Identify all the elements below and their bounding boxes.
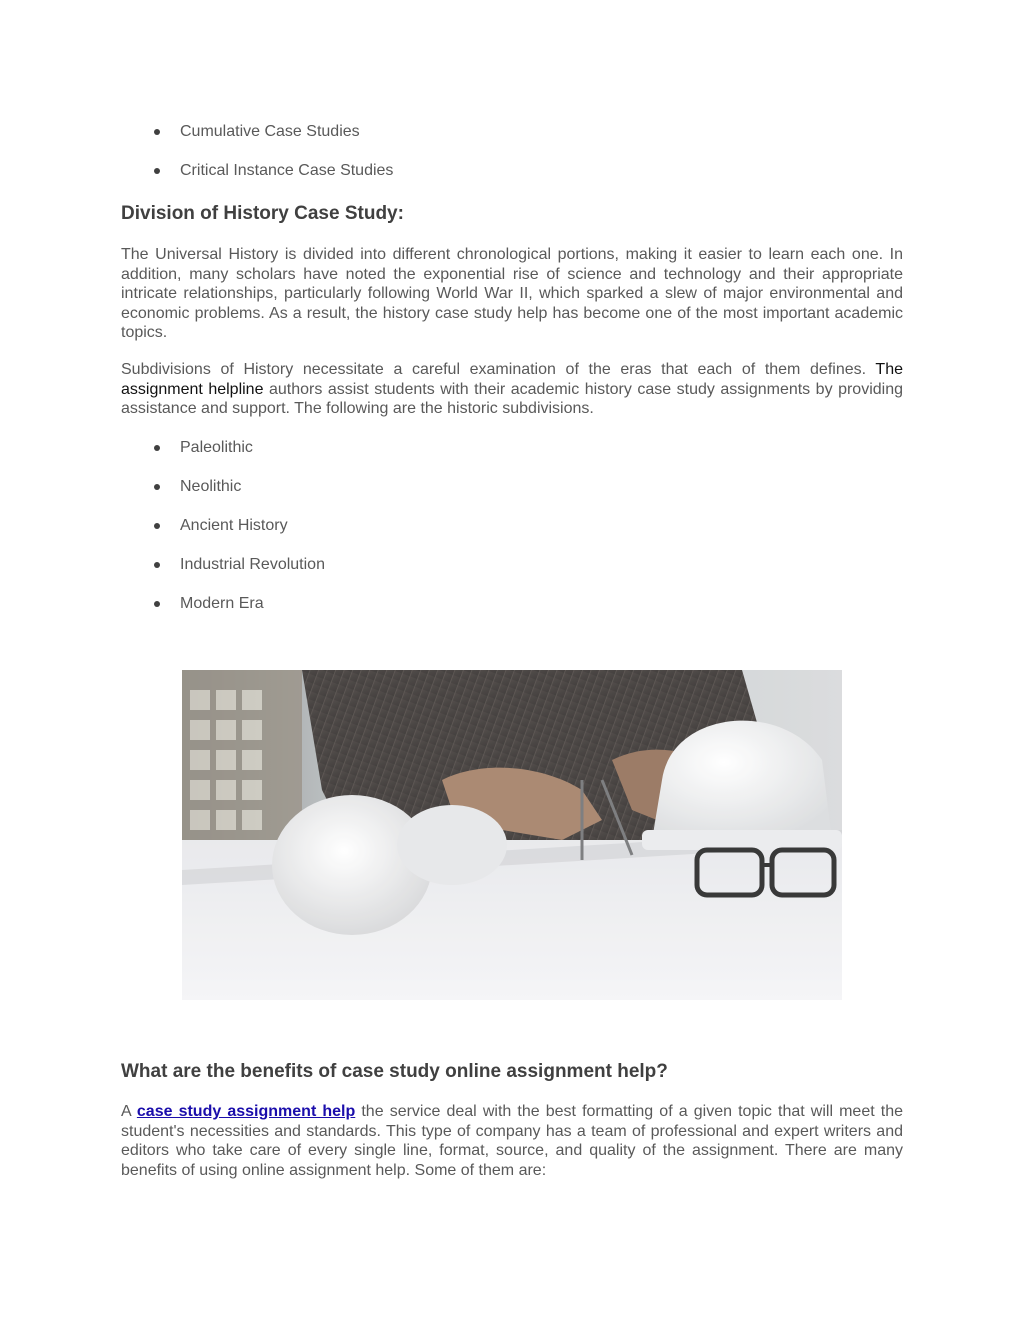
list-item: Neolithic bbox=[121, 477, 903, 516]
paragraph-universal-history: The Universal History is divided into different chronological portions, making it easier to learn each one. In addition, many scholars have noted the exponential rise of science and technology and their appropriate intricate relationships, particularly following World War II, which sparked a slew of major environmental and economic problems. As a result, the history case study help has become one of the most important academic topics. bbox=[121, 246, 903, 341]
bullet-icon bbox=[154, 484, 160, 490]
list-item: Paleolithic bbox=[121, 438, 903, 477]
case-study-types-list bbox=[121, 122, 903, 200]
bullet-icon bbox=[154, 168, 160, 174]
list-item: Industrial Revolution bbox=[121, 555, 903, 594]
list-item: Ancient History bbox=[121, 516, 903, 555]
case-study-assignment-help-link[interactable]: case study assignment help bbox=[136, 1103, 356, 1120]
bullet-icon bbox=[154, 562, 160, 568]
paragraph-benefits: A case study assignment help the service deal with the best formatting of a given topic that will meet the student's necessities and standards. This type of company has a team of professional and expert writers and editors who take care of every single line, format, source, and quality of the assignment. There are many benefits of using online assignment help. Some of them are: bbox=[121, 1103, 904, 1179]
list-item: Critical Instance Case Studies bbox=[121, 161, 903, 200]
list-item: Cumulative Case Studies bbox=[121, 122, 903, 161]
bullet-icon bbox=[154, 445, 160, 451]
bullet-icon bbox=[154, 601, 160, 607]
section-heading-benefits: What are the benefits of case study online assignment help? bbox=[121, 1061, 668, 1082]
bullet-icon bbox=[154, 523, 160, 529]
section-heading-division: Division of History Case Study: bbox=[121, 203, 404, 224]
paragraph-subdivisions: Subdivisions of History necessitate a careful examination of the eras that each of them defines. The assignment helpline authors assist students with their academic history case study assignments by providing assistance and support. The following are the historic subdivisions. bbox=[121, 361, 903, 417]
architect-desk-photo bbox=[182, 670, 842, 1000]
history-eras-list bbox=[121, 438, 903, 633]
list-item: Modern Era bbox=[121, 594, 903, 633]
bullet-icon bbox=[154, 129, 160, 135]
assignment-helpline-link[interactable]: The assignment helpline bbox=[121, 361, 903, 398]
